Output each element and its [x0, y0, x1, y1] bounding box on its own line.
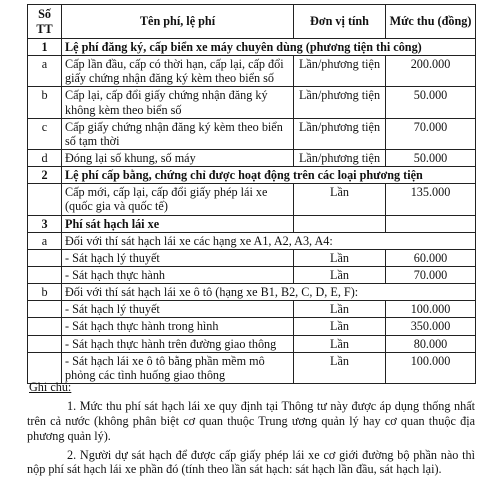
cell-stt	[28, 335, 62, 352]
notes-section	[27, 380, 475, 477]
cell-amount: 80.000	[386, 335, 476, 352]
header-amount: Mức thu (đồng)	[386, 5, 476, 39]
table-row	[28, 301, 476, 318]
cell-amount: 100.000	[386, 301, 476, 318]
table-row	[28, 284, 476, 301]
cell-name: - Sát hạch thực hành	[62, 266, 294, 283]
table-row	[28, 318, 476, 335]
cell-stt: d	[28, 149, 62, 166]
fee-table	[27, 4, 476, 384]
header-unit: Đơn vị tính	[294, 5, 386, 39]
cell-stt	[28, 249, 62, 266]
cell-name: - Sát hạch thực hành trong hình	[62, 318, 294, 335]
table-row	[28, 352, 476, 383]
cell-amount: 70.000	[386, 266, 476, 283]
cell-stt: a	[28, 56, 62, 87]
cell-amount: 350.000	[386, 318, 476, 335]
cell-name: Đối với thí sát hạch lái xe các hạng xe A1, A2, A3, A4:	[62, 232, 476, 249]
note-item: 1. Mức thu phí sát hạch lái xe quy định tại Thông tư này được áp dụng thống nhất trên cả nước (không phân biệt cơ quan thuộc Trung ương quản lý hay cơ quan thuộc địa phương quản lý).	[27, 398, 475, 443]
cell-unit: Lần	[294, 249, 386, 266]
cell-amount: 60.000	[386, 249, 476, 266]
cell-stt	[28, 266, 62, 283]
cell-name: Đóng lại số khung, số máy	[62, 149, 294, 166]
cell-unit: Lần/phương tiện	[294, 149, 386, 166]
cell-name: Lệ phí cấp bằng, chứng chỉ được hoạt động trên các loại phương tiện	[62, 167, 476, 184]
cell-stt: a	[28, 232, 62, 249]
cell-unit: Lần/phương tiện	[294, 56, 386, 87]
section-row	[28, 39, 476, 56]
cell-name: - Sát hạch lý thuyết	[62, 249, 294, 266]
cell-name: - Sát hạch lý thuyết	[62, 301, 294, 318]
notes-title: Ghi chú:	[29, 380, 72, 394]
cell-amount: 70.000	[386, 118, 476, 149]
cell-unit: Lần	[294, 301, 386, 318]
table-row	[28, 87, 476, 118]
fee-table-body	[28, 39, 476, 384]
cell-unit: Lần	[294, 335, 386, 352]
cell-stt: 3	[28, 215, 62, 232]
cell-amount: 135.000	[386, 184, 476, 215]
cell-name: Cấp giấy chứng nhận đăng ký kèm theo biển số tạm thời	[62, 118, 294, 149]
cell-stt: c	[28, 118, 62, 149]
note-item: 2. Người dự sát hạch để được cấp giấy phép lái xe cơ giới đường bộ phần nào thì nộp phí sát hạch lái xe phần đó (tính theo lần sát hạch: sát hạch lần đầu, sát hạch lại).	[27, 447, 475, 477]
cell-stt	[28, 318, 62, 335]
header-stt: Số TT	[28, 5, 62, 39]
section-row	[28, 215, 476, 232]
cell-amount: 50.000	[386, 149, 476, 166]
cell-amount	[386, 215, 476, 232]
cell-name: Cấp mới, cấp lại, cấp đổi giấy phép lái xe (quốc gia và quốc tế)	[62, 184, 294, 215]
cell-stt	[28, 184, 62, 215]
cell-stt	[28, 301, 62, 318]
table-row	[28, 266, 476, 283]
table-row	[28, 149, 476, 166]
cell-name: Cấp lại, cấp đổi giấy chứng nhận đăng ký không kèm theo biển số	[62, 87, 294, 118]
cell-name: Đối với thí sát hạch lái xe ô tô (hạng xe B1, B2, C, D, E, F):	[62, 284, 476, 301]
cell-stt: 2	[28, 167, 62, 184]
cell-name: Cấp lần đầu, cấp có thời hạn, cấp lại, cấp đổi giấy chứng nhận đăng ký kèm theo biển số	[62, 56, 294, 87]
cell-unit	[294, 215, 386, 232]
table-row	[28, 118, 476, 149]
cell-stt: b	[28, 87, 62, 118]
cell-amount: 50.000	[386, 87, 476, 118]
cell-name: - Sát hạch lái xe ô tô bằng phần mềm mô phỏng các tình huống giao thông	[62, 352, 294, 383]
cell-unit: Lần	[294, 352, 386, 383]
section-row	[28, 167, 476, 184]
cell-unit: Lần	[294, 266, 386, 283]
cell-name: Phí sát hạch lái xe	[62, 215, 294, 232]
cell-name: - Sát hạch thực hành trên đường giao thông	[62, 335, 294, 352]
table-row	[28, 56, 476, 87]
table-row	[28, 232, 476, 249]
cell-stt: b	[28, 284, 62, 301]
cell-name: Lệ phí đăng ký, cấp biển xe máy chuyên dùng (phương tiện thi công)	[62, 39, 476, 56]
cell-stt: 1	[28, 39, 62, 56]
header-name: Tên phí, lệ phí	[62, 5, 294, 39]
table-row	[28, 249, 476, 266]
cell-stt	[28, 352, 62, 383]
table-header-row	[28, 5, 476, 39]
cell-unit: Lần	[294, 184, 386, 215]
cell-amount: 100.000	[386, 352, 476, 383]
cell-unit: Lần	[294, 318, 386, 335]
cell-amount: 200.000	[386, 56, 476, 87]
cell-unit: Lần/phương tiện	[294, 87, 386, 118]
table-row	[28, 335, 476, 352]
cell-unit: Lần/phương tiện	[294, 118, 386, 149]
table-row	[28, 184, 476, 215]
